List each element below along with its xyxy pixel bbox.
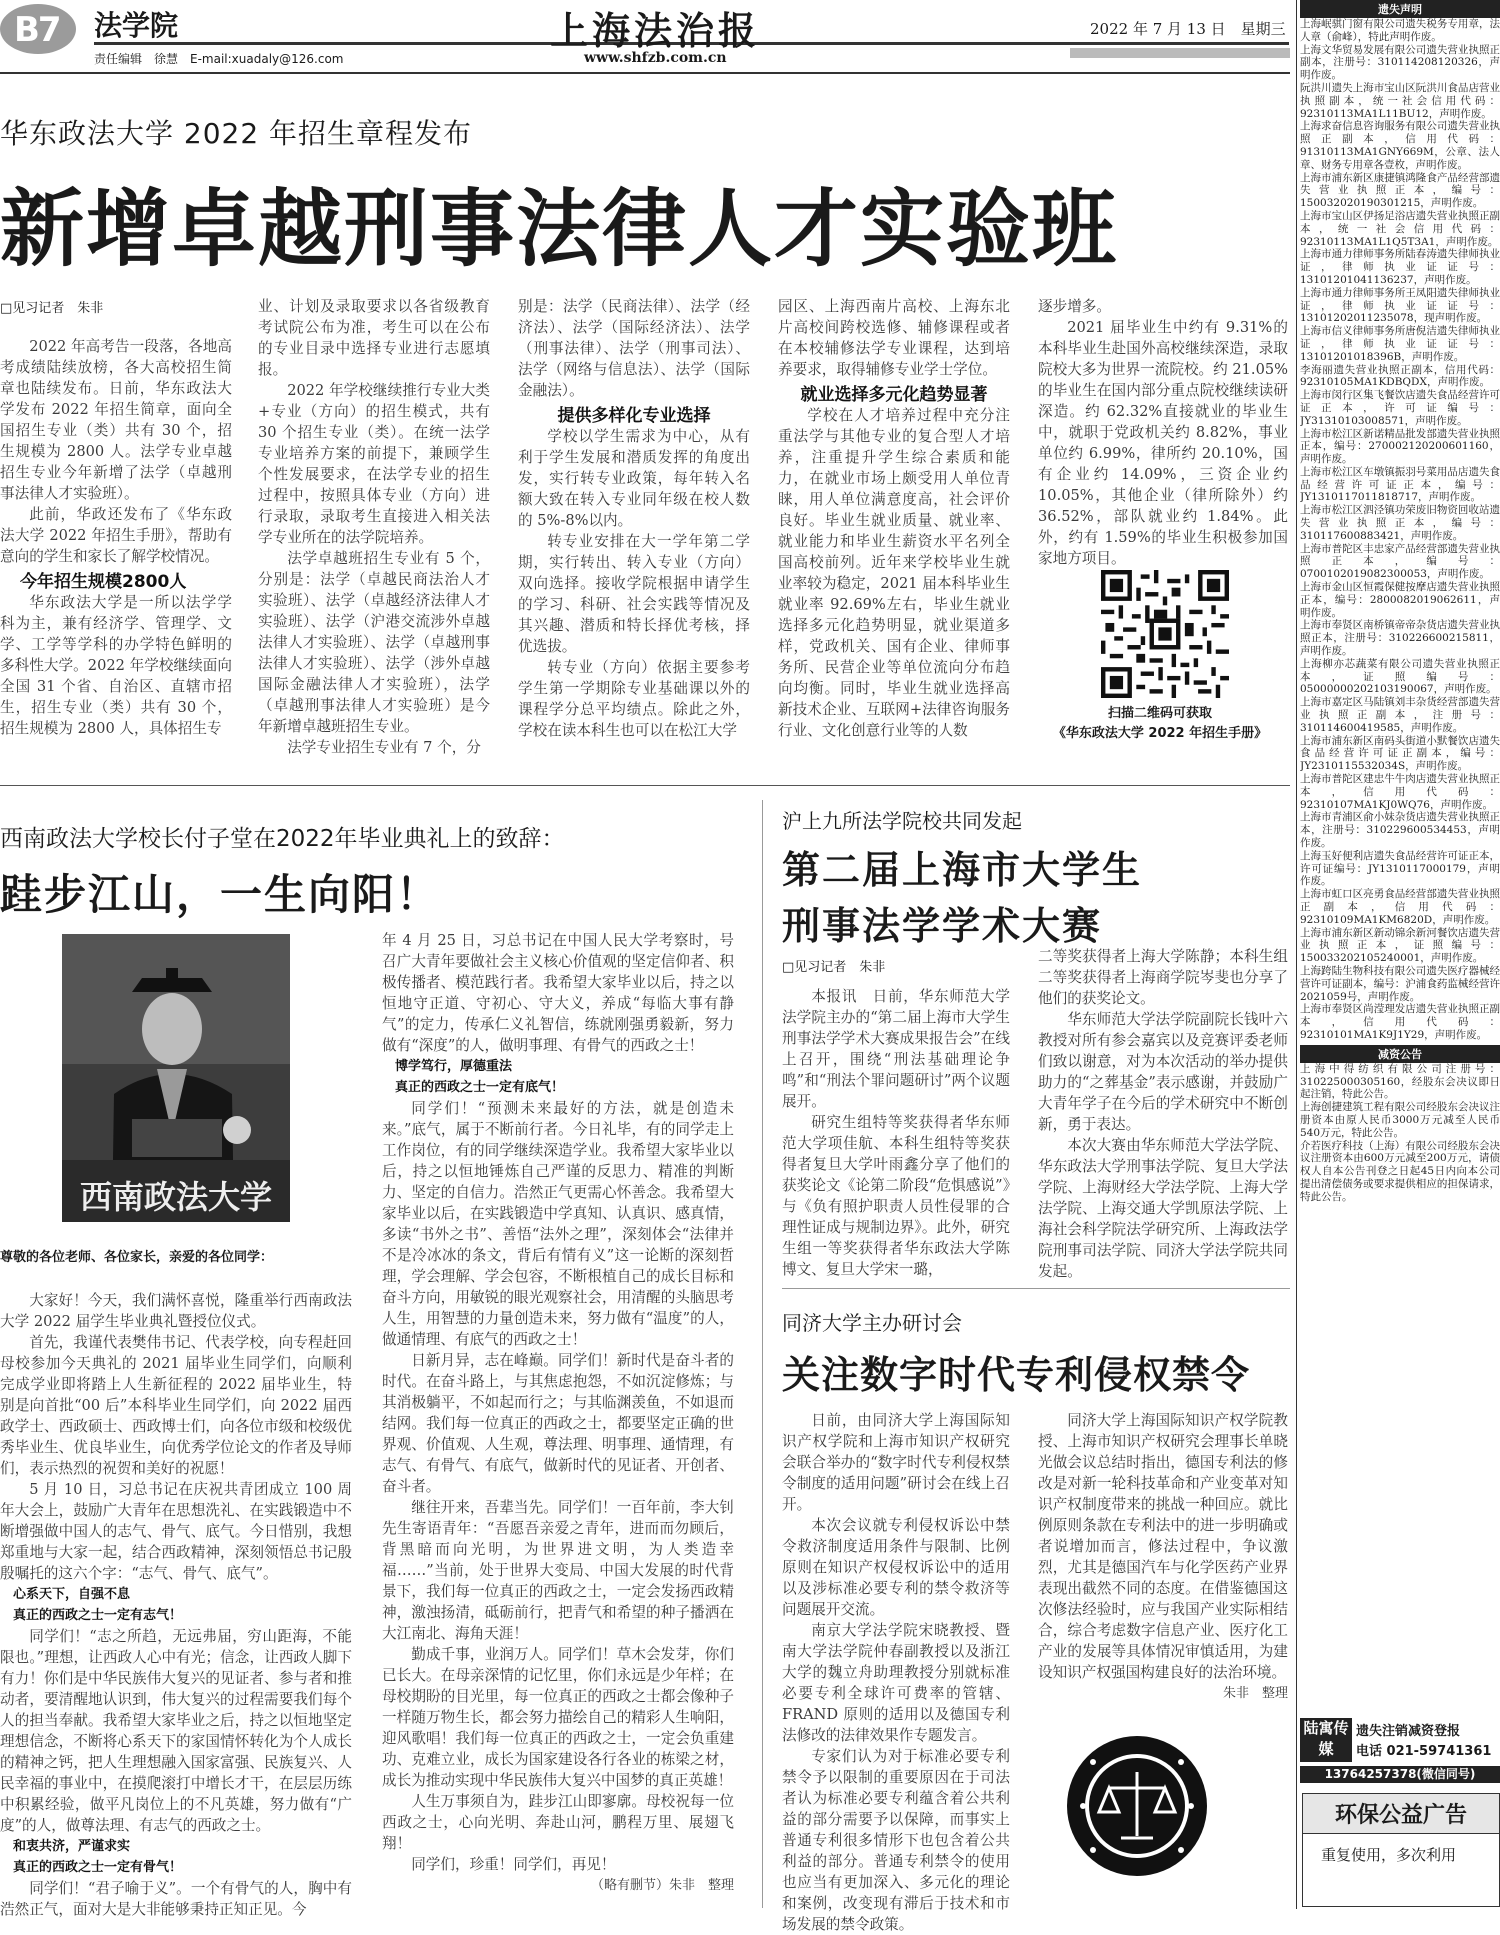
article3-column-2: [1038, 946, 1288, 1282]
article2-column-2: [382, 930, 734, 1896]
photo-banner-text: 西南政法大学: [79, 1178, 272, 1216]
notice-item: 上海市浦东新区康捷镇鸿隆食产品经营部遗失营业执照正本，编号：150032020190301215，声明作废。: [1300, 171, 1500, 210]
notice-item: 上海市青浦区俞小妹杂货店遗失营业执照正本，注册号：310229600534453，声明作废。: [1300, 811, 1500, 849]
speech-subhead: 心系天下，自强不息: [13, 1587, 131, 1602]
article1-column-3: [518, 296, 750, 741]
newspaper-masthead: 上海法治报: [550, 8, 761, 53]
notice-item: 上海市松江区泗泾镇功荣废旧物资回收站遗失营业执照正本，编号：310117600883421，声明作废。: [1300, 504, 1500, 542]
article2-headline: 跬步江山，一生向阳！: [0, 870, 441, 919]
eco-public-ad: [1302, 1793, 1500, 1907]
speech-subhead: 真正的西政之士一定有志气！: [13, 1608, 183, 1623]
paragraph: 人生万事须自为，跬步江山即寥廓。母校祝每一位西政之士，心向光明、奔赴山河，鹏程万里、展翅飞翔！: [382, 1793, 734, 1852]
paragraph: 日新月异，志在峰巅。同学们！新时代是奋斗者的时代。在奋斗路上，与其焦虑抱怨，不如沉淀修炼；与其消极躺平，不如起而行之；与其临渊羡鱼，不如退而结网。我们每一位真正的西政之士，都要坚定正确的世界观、价值观、人生观，尊法理、明事理、通情理，有志气、有骨气、有底气，做新时代的见证者、开创者、奋斗者。: [382, 1352, 734, 1495]
notice-item: 上海创捷建筑工程有限公司经股东会决议注册资本由原人民币3000万元减至人民币540万元，特此公告。: [1300, 1101, 1500, 1139]
article1-column-1: [0, 336, 232, 739]
eco-ad-slogan: 重复使用，多次利用: [1321, 1846, 1457, 1864]
page-number-badge: [0, 4, 90, 56]
notice-item: 上海市普陀区建忠牛牛肉店遗失营业执照正本，信用代码：92310107MA1KJ0WQ76，声明作废。: [1300, 773, 1500, 811]
paragraph: 转专业（方向）依据主要参考学生第一学期除专业基础课以外的课程学分总平均绩点。除此之外，学校在读本科生也可以在松江大学: [518, 659, 750, 739]
eco-ad-title: 环保公益广告: [1303, 1794, 1499, 1834]
paragraph: 法学专业招生专业有 7 个，分: [287, 739, 481, 756]
notice-item: 上海岷骐门窗有限公司遗失税务专用章，法人章（俞峰），特此声明作废。: [1300, 18, 1500, 43]
paragraph: 2022 年学校继续推行专业大类+专业（方向）的招生模式，共有 30 个招生专业（类）。在统一法学专业培养方案的前提下，兼顾学生个性发展要求，在法学专业的招生过程中，按照具体专业（方向）进行录取，录取考生直接进入相关法学专业所在的法学院培养。: [258, 382, 490, 546]
paragraph: 本报讯 日前，华东师范大学法学院主办的“第二届上海市大学生刑事法学学术大赛成果报告会”在线上召开，围绕“刑法基础理论争鸣”和“刑法个罪问题研讨”两个议题展开。: [782, 988, 1010, 1110]
paragraph: 别是：法学（民商法律）、法学（经济法）、法学（国际经济法）、法学（刑事法律）、法学（刑事司法）、法学（网络与信息法）、法学（国际金融法）。: [518, 298, 750, 399]
headline-line: 刑事法学学术大赛: [782, 904, 1103, 948]
article4-kicker: 同济大学主办研讨会: [782, 1311, 962, 1335]
paragraph: 继往开来，吾辈当先。同学们！一百年前，李大钊先生寄语青年：“吾愿吾亲爱之青年，进而而勿顾后，背黑暗而向光明，为世界进文明，为人类造幸福……”当前，处于世界大变局、中国大发展的时代背景下，我们每一位真正的西政之士，一定会发扬西政精神，激浊扬清，砥砺前行，把青气和希望的种子播洒在大江南北、海角天涯！: [382, 1499, 734, 1642]
notice-strip-border: [1296, 0, 1297, 1909]
website-url[interactable]: www.shfzb.com.cn: [584, 50, 727, 66]
paragraph: 2022 年高考告一段落，各地高考成绩陆续放榜，各大高校招生简章也陆续发布。日前，华东政法大学发布 2022 年招生简章，面向全国招生专业（类）共有 30 个，招生规模为 2800 人。法学专业卓越招生专业今年新增了法学（卓越刑事法律人才实验班）。: [0, 338, 232, 502]
article4-column-1: [782, 1410, 1010, 1935]
speech-subhead: 和衷共济，严谨求实: [13, 1839, 131, 1854]
paragraph: 学校在人才培养过程中充分注重法学与其他专业的复合型人才培养，注重提升学生综合素质和能力，在就业市场上颇受用人单位青睐，用人单位满意度高，社会评价良好。毕业生就业质量、就业率、就业能力和毕业生薪资水平名列全国高校前列。近年来学校毕业生就业率较为稳定，2021 届本科毕业生就业率 92.69%左右，毕业生就业选择多元化趋势明显，就业渠道多样，党政机关、国有企业、律师事务所、民营企业等单位流向分布趋向均衡。同时，毕业生就业选择高新技术企业、互联网+法律咨询服务行业、文化创意行业等的人数: [778, 407, 1010, 739]
article4-column-2: [1038, 1410, 1288, 1704]
article1-column-2: [258, 296, 490, 758]
subheading: 今年招生规模2800人: [20, 572, 187, 592]
paragraph: 研究生组特等奖获得者华东师范大学项佳航、本科生组特等奖获得者复旦大学叶雨鑫分享了他们的获奖论文《论第二阶段“危惧感说”》与《负有照护职责人员性侵罪的合理性证成与规制边界》。此外，研究生组一等奖获得者华东政法大学陈博文、复旦大学宋一璐，: [782, 1114, 1010, 1278]
ad-agency-label: 陆寓传媒: [1300, 1718, 1352, 1762]
column-divider: [762, 800, 763, 1908]
paragraph: 本次大赛由华东师范大学法学院、华东政法大学刑事法学院、复旦大学法学院、上海财经大学法学院、上海大学法学院、上海交通大学凯原法学院、上海社会科学院法学研究所、上海政法学院刑事司法学院、同济大学法学院共同发起。: [1038, 1137, 1288, 1280]
notice-item: 上海市闵行区集飞餐饮店遗失食品经营许可证正本，许可证编号：JY31310103008571，声明作废。: [1300, 389, 1500, 427]
notice-item: 上海市宝山区伊扬足浴店遗失营业执照正副本，统一社会信用代码：92310113MA1L1Q5T3A1，声明作废。: [1300, 209, 1500, 248]
speech-greeting: 尊敬的各位老师、各位家长，亲爱的各位同学：: [0, 1250, 274, 1265]
notices-header: 遗失声明: [1300, 0, 1500, 18]
paragraph: 5 月 10 日，习总书记在庆祝共青团成立 100 周年大会上，鼓励广大青年在思想洗礼、在实践锻造中不断增强做中国人的志气、骨气、底气。今日惜别，我想郑重地与大家一起，结合西政精神，深刻领悟总书记殷殷嘱托的这六个字：“志气、骨气、底气”。: [0, 1481, 352, 1582]
paragraph: 南京大学法学院宋晓教授、暨南大学法学院仲春副教授以及浙江大学的魏立舟助理教授分别就标准必要专利全球许可费率的管辖、FRAND 原则的适用以及德国专利法修改的法律效果作专题发言。: [782, 1622, 1010, 1744]
notice-item: 上海市奉贤区尚滢理发店遗失营业执照正副本，信用代码：92310101MA1K9J1Y29，声明作废。: [1300, 1003, 1500, 1041]
notice-item: 上海市松江区车墩镇振羽号菜用品店遗失食品经营许可证正本，编号：JY1310117011818717，声明作废。: [1300, 465, 1500, 504]
page-header: [0, 0, 1300, 80]
notice-item: 上海市松江区新诺精品批发部遗失营业执照正本，编号：270002120200601160，声明作废。: [1300, 427, 1500, 466]
section-divider: [0, 785, 1290, 786]
article3-column-1: [782, 986, 1010, 1280]
qr-caption-line1: 扫描二维码可获取: [1107, 706, 1212, 721]
notice-item: 上海市嘉定区马陆镇刘丰杂货经营部遗失营业执照正副本，注册号：310114600419585，声明作废。: [1300, 696, 1500, 734]
notice-item: 上海玉好便利店遗失食品经营许可证正本，许可证编号：JY1310117000179，声明作废。: [1300, 849, 1500, 888]
subheading: 就业选择多元化趋势显著: [800, 385, 988, 405]
paragraph: 年 4 月 25 日，习总书记在中国人民大学考察时，号召广大青年要做社会主义核心价值观的坚定信仰者、积极传播者、模范践行者。我希望大家毕业以后，持之以恒地守正道、守初心、守大义，养成“每临大事有静气”的定力，传承仁义礼智信，练就刚强勇毅新，努力做有“深度”的人，做明事理、有骨气的西政之士！: [382, 932, 734, 1054]
notice-item: 上海中得纺织有限公司注册号：310225000305160，经股东会决议即日起注销，特此公告。: [1300, 1062, 1500, 1101]
paragraph: 业、计划及录取要求以各省级教育考试院公布为准，考生可以在公布的专业目录中选择专业进行志愿填报。: [258, 298, 490, 378]
notice-item: 阮洪川遗失上海市宝山区阮洪川食品店营业执照副本，统一社会信用代码：92310113MA1L11BU12，声明作废。: [1300, 81, 1500, 120]
article2-kicker: 西南政法大学校长付子堂在2022年毕业典礼上的致辞：: [0, 826, 565, 852]
issue-date: 2022 年 7 月 13 日 星期三: [1090, 20, 1286, 38]
article2-signature: （略有删节）朱非 整理: [590, 1878, 734, 1893]
ad-service-text: 遗失注销减资登报: [1356, 1724, 1461, 1739]
paragraph: 华东政法大学是一所以法学学科为主，兼有经济学、管理学、文学、工学等学科的办学特色鲜明的多科性大学。2022 年学校继续面向全国 31 个省、自治区、直辖市招生，招生专业（类）共有 30 个，招生规模为 2800 人，具体招生专: [0, 594, 232, 737]
speech-subhead: 真正的西政之士一定有骨气！: [13, 1860, 183, 1875]
notice-item: 上海柳亦芯蔬菜有限公司遗失营业执照正本，证照编号：05000000202103190067，声明作废。: [1300, 657, 1500, 696]
paragraph: 学校以学生需求为中心，从有利于学生发展和潜质发挥的角度出发，实行转专业政策，每年转入名额大致在转入专业同年级在校人数的 5%-8%以内。: [518, 428, 750, 529]
notice-list-2: [1300, 1063, 1500, 1204]
speaker-photo: [62, 934, 290, 1222]
notice-item: 上海求奋信息咨询服务有限公司遗失营业执照正副本，信用代码：91310113MA1GNY669M，公章、法人章、财务专用章各壹枚，声明作废。: [1300, 120, 1500, 171]
subheading: 提供多样化专业选择: [557, 406, 711, 426]
article1-byline: □见习记者 朱非: [0, 301, 104, 316]
paragraph: 转专业安排在大一学年第二学期，实行转出、转入专业（方向）双向选择。接收学院根据申请学生的学习、科研、社会实践等情况及其兴趣、潜质和特长择优考核，择优选拔。: [518, 533, 750, 655]
paragraph: 首先，我谨代表樊伟书记、代表学校，向专程赶回母校参加今天典礼的 2021 届毕业生同学们，向顺利完成学业即将踏上人生新征程的 2022 届毕业生，特别是向首批“00 后”本科毕业生同学们，向 2022 届西政学士、西政硕士、西政博士们，向各位市级和校级优秀毕业生、优良毕业生，向优秀学位论文的作者及导师们，表示热烈的祝贺和美好的祝愿！: [0, 1334, 352, 1477]
article2-column-1: [0, 1290, 352, 1920]
notice-item: 上海文华贸易发展有限公司遗失营业执照正副本，注册号：310114208120326，声明作废。: [1300, 43, 1500, 82]
paragraph: 专家们认为对于标准必要专利禁令予以限制的重要原因在于司法者认为标准必要专利蕴含着公共利益的部分需要予以保障，而事实上普通专利很多情形下也包含着公共利益的部分。普通专利禁令的使用也应当有更加深入、多元化的理论和案例，改变现有滞后于技术和市场发展的禁令政策。: [782, 1748, 1010, 1933]
notice-item: 上海市奉贤区南桥镇帝帝杂货店遗失营业执照正本，注册号：310226600215811，声明作废。: [1300, 619, 1500, 658]
paragraph: 2021 届毕业生中约有 9.31%的本科毕业生赴国外高校继续深造，录取院校大多为世界一流院校。约 21.05%的毕业生在国内部分重点院校继续读研深造。约 62.32%直接就业的毕业生中，就职于党政机关约 8.82%，事业单位约 6.99%，律所约 20.10%，国有企业约 14.09%，三资企业约 10.05%，其他企业（律所除外）约 36.52%，部队就业约 1.84%。此外，约有 1.59%的毕业生积极参加国家地方项目。: [1038, 319, 1289, 567]
article1-kicker: 华东政法大学 2022 年招生章程发布: [0, 117, 473, 150]
notice-item: 上海市普陀区丰忠家产品经营部遗失营业执照正本，编号：0700102019082300053，声明作废。: [1300, 542, 1500, 581]
notice-item: 介若医疗科技（上海）有限公司经股东会决议注册资本由600万元减至200万元，请债权人自本公告刊登之日起45日内向本公司提出清偿债务或要求提供相应的担保请求，特此公告。: [1300, 1139, 1500, 1203]
notice-item: 上海市信义律师事务所唐倪洁遗失律师执业证，律师执业证证号：13101201018396B，声明作废。: [1300, 325, 1500, 363]
qr-caption: [1010, 704, 1310, 744]
headline-line: 第二届上海市大学生: [782, 848, 1143, 892]
paragraph: 园区、上海西南片高校、上海东北片高校间跨校选修、辅修课程或者在本校辅修法学专业课程，达到培养要求，取得辅修专业学士学位。: [778, 298, 1010, 378]
article1-column-5: [1038, 296, 1288, 569]
article4-headline: 关注数字时代专利侵权禁令: [782, 1353, 1251, 1397]
notice-item: 上海市虹口区亮勇食品经营部遗失营业执照正副本，信用代码：92310109MA1KM6820D，声明作废。: [1300, 888, 1500, 926]
paragraph: 华东师范大学法学院副院长钱叶六教授对所有参会嘉宾以及竞赛评委老师们致以谢意，对为本次活动的举办提供助力的“之葬基金”表示感谢，并鼓励广大青年学子在今后的学术研究中不断创新，勇于表达。: [1038, 1011, 1288, 1133]
paragraph: 同学们！“预测未来最好的方法，就是创造未来。”底气，属于不断前行者。今日礼毕，有的同学走上工作岗位，有的同学继续深造学业。我希望大家毕业以后，持之以恒地锤炼自己严谨的反思力、精准的判断力、坚定的自信力。浩然正气更需心怀善念。我希望大家毕业以后，在实践锻造中学真知、认真识、感真情，多读“书外之书”、善悟“法外之理”，深刻体会“法律并不是冷冰冰的条文，背后有情有义”这一论断的深刻哲理，学会理解、学会包容，不断根植自己的成长目标和奋斗方向，用敏锐的眼光观察社会，用清醒的头脑思考人生，用智慧的力量创造未来，努力做有“温度”的人，做通情理、有底气的西政之士！: [382, 1100, 734, 1348]
notice-item: 上海市浦东新区新动锦余新河餐饮店遗失营业执照正本，证照编号：150033202105240001，声明作废。: [1300, 926, 1500, 965]
notice-item: 上海市通力律师事务所陆春涛遗失律师执业证，律师执业证证号：13101201041136237，声明作废。: [1300, 248, 1500, 286]
header-bottom-rule: [0, 72, 1290, 74]
ad-mobile[interactable]: 13764257378(微信同号): [1300, 1766, 1500, 1783]
article1-headline: 新增卓越刑事法律人才实验班: [0, 180, 1119, 278]
paragraph: 同学们，珍重！同学们，再见！: [411, 1856, 616, 1873]
paragraph: 大家好！今天，我们满怀喜悦，隆重举行西南政法大学 2022 届学生毕业典礼暨授位仪式。: [0, 1292, 352, 1330]
law-school-emblem-icon: [1063, 1732, 1211, 1880]
notice-item: 上海市浦东新区南码头街道小默餐饮店遗失食品经营许可证正副本，编号：JY2310115532034S，声明作废。: [1300, 734, 1500, 773]
paragraph: 逐步增多。: [1038, 298, 1111, 315]
page-number: B7: [14, 10, 60, 50]
paragraph: 二等奖获得者上海大学陈静；本科生组二等奖获得者上海商学院岑斐也分享了他们的获奖论文。: [1038, 948, 1288, 1007]
paragraph: 此前，华政还发布了《华东政法大学 2022 年招生手册》，帮助有意向的学生和家长了解学校情况。: [0, 506, 232, 565]
speech-subhead: 真正的西政之士一定有底气！: [395, 1080, 565, 1095]
article3-byline: □见习记者 朱非: [782, 960, 886, 975]
notice-item: 上海市金山区恒霞保健按摩店遗失营业执照正本，编号：2800082019062611，声明作废。: [1300, 581, 1500, 619]
paragraph: 同学们！“君子喻于义”。一个有骨气的人，胸中有浩然正气，面对大是大非能够秉持正知正见。今: [0, 1880, 352, 1918]
speech-subhead: 博学笃行，厚德重法: [395, 1059, 513, 1074]
article3-headline: [782, 842, 1142, 954]
notice-list: [1300, 18, 1500, 1042]
paragraph: 日前，由同济大学上海国际知识产权学院和上海市知识产权研究会联合举办的“数字时代专利侵权禁令制度的适用问题”研讨会在线上召开。: [782, 1412, 1010, 1513]
paragraph: 法学卓越班招生专业有 5 个，分别是：法学（卓越民商法治人才实验班）、法学（卓越经济法律人才实验班）、法学（沪港交流涉外卓越法律人才实验班）、法学（卓越刑事法律人才实验班）、法学（涉外卓越国际金融法律人才实验班），法学（卓越刑事法律人才实验班）是今年新增卓越班招生专业。: [258, 550, 490, 735]
notice-item: 上海跨陆生物科技有限公司遗失医疗器械经营许可证副本，编号：沪浦食药监械经营许2021059号，声明作废。: [1300, 964, 1500, 1003]
qr-code[interactable]: [1101, 570, 1229, 698]
paragraph: 勤成千事，业润万人。同学们！草木会发芽，你们已长大。在母亲深情的记忆里，你们永远是少年样；在母校期盼的目光里，每一位真正的西政之士都会像种子一样随万物生长，都会努力描绘自己的精彩人生响阳，迎风歌唱！我们每一位真正的西政之士，一定会负重建功、克难立业，成长为国家建设各行各业的栋梁之材，成长为推动实现中华民族伟大复兴中国梦的真正英雄！: [382, 1646, 734, 1789]
ad-phone[interactable]: 电话 021-59741361: [1356, 1744, 1492, 1759]
qr-caption-line2: 《华东政法大学 2022 年招生手册》: [1052, 726, 1268, 741]
notice-item: 李海丽遗失营业执照正副本，信用代码：92310105MA1KDBQDX，声明作废。: [1300, 363, 1500, 389]
section-title: 法学院: [94, 9, 179, 42]
paragraph: 同学们！“志之所趋，无远弗届，穷山距海，不能限也。”理想，让西政人心中有光；信念，让西政人脚下有力！你们是中华民族伟大复兴的见证者、参与者和推动者，要清醒地认识到，伟大复兴的过程需要我们每个人的担当奉献。我希望大家毕业之后，持之以恒地坚定理想信念，不断将心系天下的家国情怀转化为个人成长的精神之钙，把人生理想融入国家富强、民族复兴、人民幸福的事业中，在摸爬滚打中增长才干，在层层历练中积累经验，做平凡岗位上的不凡英雄，努力做有“广度”的人，做尊法理、有志气的西政之士。: [0, 1628, 352, 1834]
article1-column-4: [778, 296, 1010, 741]
paragraph: 本次会议就专利侵权诉讼中禁令救济制度适用条件与限制、比例原则在知识产权侵权诉讼中的适用以及涉标准必要专利的禁令救济等问题展开交流。: [782, 1517, 1010, 1618]
article4-signature: 朱非 整理: [1222, 1686, 1288, 1701]
notices-header-2: 减资公告: [1300, 1045, 1500, 1063]
ad-contact-box: [1300, 1718, 1500, 1784]
section-divider: [782, 1288, 1290, 1289]
paragraph: 同济大学上海国际知识产权学院教授、上海市知识产权研究会理事长单晓光做会议总结时指出，德国专利法的修改是对新一轮科技革命和产业变革对知识产权制度带来的挑战一种回应。就比例原则条款在专利法中的进一步明确或者说增加而言，修法过程中，争议激烈，尤其是德国汽车与化学医药产业界表现出截然不同的态度。在借鉴德国这次修法经验时，应与我国产业实际相结合，综合考虑数字信息产业、医疗化工产业的发展等具体情况审慎适用，为建设知识产权强国构建良好的法治环境。: [1038, 1412, 1288, 1681]
article3-kicker: 沪上九所法学院校共同发起: [782, 809, 1022, 833]
editor-line: 责任编辑 徐慧 E-mail:xuadaly@126.com: [94, 52, 344, 66]
header-grey-bar: [1070, 48, 1290, 58]
classified-notices: [1300, 0, 1500, 1785]
notice-item: 上海市通力律师事务所王凤阳遗失律师执业证，律师执业证证号：13101202011235078，现声明作废。: [1300, 286, 1500, 325]
